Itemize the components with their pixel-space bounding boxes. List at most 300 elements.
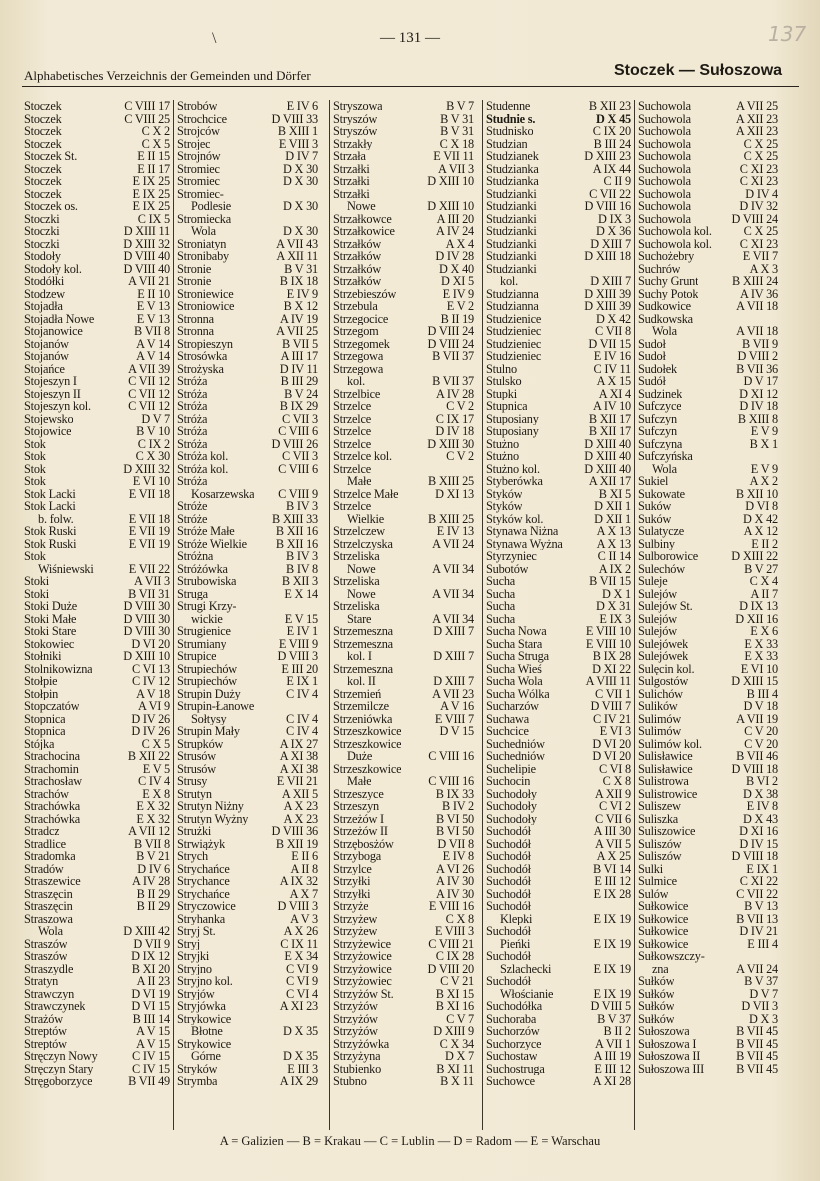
- map-reference: A X 15: [596, 374, 631, 388]
- place-name: Suchodół: [486, 825, 531, 838]
- place-name: Duże: [347, 750, 373, 763]
- place-name: Stoki Duże: [24, 600, 77, 613]
- place-name: Stok: [24, 550, 46, 563]
- map-reference: E X 8: [142, 786, 170, 801]
- place-name: Sufczyn: [638, 412, 677, 425]
- index-entry: [486, 950, 631, 963]
- map-reference: E V 5: [142, 761, 170, 776]
- place-name: Stoczek os.: [24, 200, 78, 213]
- index-entry: [638, 550, 778, 563]
- place-name: Strzałków: [333, 275, 382, 288]
- map-reference: C VIII 9: [278, 486, 318, 501]
- index-entry: [177, 150, 318, 163]
- place-name: Strzemeszna: [333, 625, 393, 638]
- place-name: Stok: [24, 462, 46, 475]
- place-name: Stolnikowizna: [24, 662, 93, 675]
- map-reference: D VIII 18: [731, 849, 778, 863]
- map-reference: B II 2: [603, 1024, 631, 1038]
- index-entry: [486, 200, 631, 213]
- index-entry: [638, 900, 778, 913]
- place-name: Suchowce: [486, 1075, 535, 1088]
- index-entry: [24, 275, 170, 288]
- index-entry: [638, 200, 778, 213]
- index-entry: [638, 825, 778, 838]
- map-reference: A VII 34: [432, 586, 474, 601]
- map-reference: D X 35: [282, 1024, 318, 1038]
- place-name: Strzelce: [333, 437, 371, 450]
- index-entry: [24, 925, 170, 938]
- map-reference: C II 14: [597, 549, 631, 563]
- map-reference: E VI 10: [740, 661, 778, 676]
- index-entry: [333, 700, 474, 713]
- place-name: Straszęcin: [24, 900, 73, 913]
- map-reference: E VII 22: [128, 561, 170, 576]
- index-entry: [24, 975, 170, 988]
- map-reference: A V 18: [136, 686, 170, 701]
- place-name: Sulmice: [638, 875, 677, 888]
- map-reference: E X 32: [136, 799, 170, 813]
- map-reference: B XII 3: [281, 574, 318, 588]
- map-reference: B VI 50: [435, 824, 474, 838]
- map-reference: B XII 16: [275, 536, 318, 551]
- map-reference: B IV 2: [441, 799, 474, 813]
- place-name: Strugienice: [177, 625, 231, 638]
- map-reference: A VII 23: [432, 686, 474, 701]
- index-entry: [486, 725, 631, 738]
- place-name: Stoczki: [24, 212, 60, 225]
- place-name: Suchowola: [638, 112, 691, 125]
- place-name: Sufczyńska: [638, 450, 693, 463]
- index-entry: [177, 588, 318, 601]
- place-name: Strzylce: [333, 862, 372, 875]
- index-entry: [486, 875, 631, 888]
- index-entry: [24, 488, 170, 501]
- map-reference: E IX 25: [132, 199, 170, 213]
- place-name: Sucharzów: [486, 700, 539, 713]
- index-entry: [24, 450, 170, 463]
- place-name: Suków: [638, 512, 672, 525]
- place-name: Suchy Grunt: [638, 275, 699, 288]
- index-entry: [24, 800, 170, 813]
- map-reference: C X 30: [135, 449, 170, 463]
- map-reference: E II 2: [751, 536, 778, 551]
- index-entry: [486, 600, 631, 613]
- index-entry: [638, 250, 778, 263]
- map-reference: D VIII 3: [277, 649, 318, 663]
- place-name: Strumiany: [177, 637, 227, 650]
- map-reference: C VIII 16: [428, 774, 474, 788]
- index-entry: [333, 225, 474, 238]
- map-reference: D X 30: [282, 174, 318, 188]
- index-entry: [333, 650, 474, 663]
- place-name: Strzebula: [333, 300, 378, 313]
- map-reference: C XI 23: [739, 161, 778, 176]
- place-name: Suchodół: [486, 862, 531, 875]
- index-entry: [177, 575, 318, 588]
- map-reference: D X 38: [742, 786, 778, 801]
- index-entry: [486, 125, 631, 138]
- index-entry: [24, 325, 170, 338]
- index-entry: [24, 350, 170, 363]
- index-entry: [486, 275, 631, 288]
- map-reference: D VII 15: [588, 336, 631, 351]
- place-name: Stok: [24, 450, 46, 463]
- index-column-5: [634, 100, 778, 1130]
- place-name: Studzianki: [486, 200, 537, 213]
- map-reference: E IX 3: [599, 611, 631, 626]
- map-reference: A XII 11: [276, 249, 318, 263]
- map-reference: C X 2: [141, 124, 170, 138]
- index-entry: [333, 600, 474, 613]
- place-name: Stoczki: [24, 237, 60, 250]
- place-name: Suchożebry: [638, 250, 695, 263]
- map-reference: D X 35: [282, 1049, 318, 1063]
- map-reference: B XIII 33: [271, 511, 318, 526]
- map-reference: E VII 18: [128, 486, 170, 501]
- index-entry: [24, 425, 170, 438]
- place-name: Sudół: [638, 375, 666, 388]
- place-name: Stróża kol.: [177, 450, 229, 463]
- place-name: Studzianki: [486, 237, 537, 250]
- map-reference: C X 5: [141, 736, 170, 751]
- place-name: Sulejów St.: [638, 600, 693, 613]
- index-entry: [177, 425, 318, 438]
- index-entry: [638, 450, 778, 463]
- place-name: Strojec: [177, 137, 211, 150]
- map-reference: D X 43: [742, 811, 778, 826]
- index-entry: [24, 875, 170, 888]
- index-entry: [177, 375, 318, 388]
- map-reference: C VIII 16: [428, 749, 474, 763]
- place-name: Strzegowa: [333, 362, 384, 375]
- map-reference: D IX 12: [131, 949, 170, 963]
- map-reference: D VIII 24: [731, 211, 778, 226]
- index-columns: [24, 100, 800, 1130]
- map-reference: D X 1: [601, 586, 631, 601]
- map-reference: D VIII 40: [123, 261, 170, 276]
- map-reference: B X 12: [283, 299, 318, 313]
- map-reference: D XI 13: [435, 486, 474, 501]
- place-name: Strzębosżów: [333, 837, 394, 850]
- place-name: Strutyn Wyżny: [177, 812, 249, 825]
- place-name: Wola: [652, 325, 677, 338]
- place-name: Stok Lacki: [24, 500, 76, 513]
- index-entry: [333, 563, 474, 576]
- map-reference: A VII 34: [432, 611, 474, 626]
- map-reference: D VI 20: [592, 736, 631, 751]
- place-name: Studzieniec: [486, 350, 542, 363]
- place-name: Suchoraba: [486, 1012, 537, 1025]
- index-entry: [333, 175, 474, 188]
- place-name: Sulejówek: [638, 637, 689, 650]
- map-reference: A IV 28: [435, 386, 474, 401]
- index-entry: [177, 1050, 318, 1063]
- place-name: Małe: [347, 775, 372, 788]
- place-name: Sułkowice: [638, 900, 689, 913]
- index-entry: [177, 475, 318, 488]
- map-reference: E VIII 3: [278, 136, 318, 151]
- place-name: Stręgoborzyce: [24, 1075, 93, 1088]
- index-entry: [638, 400, 778, 413]
- place-name: Strusów: [177, 762, 216, 775]
- index-entry: [177, 900, 318, 913]
- map-reference: C IV 4: [137, 774, 170, 788]
- map-reference: B IX 33: [435, 786, 474, 801]
- map-reference: C VII 22: [589, 186, 631, 201]
- index-entry: [638, 500, 778, 513]
- index-entry: [333, 875, 474, 888]
- place-name: Stryszowa: [333, 100, 383, 113]
- index-entry: [333, 588, 474, 601]
- place-name: Klepki: [500, 912, 533, 925]
- index-entry: [177, 725, 318, 738]
- map-reference: C X 25: [743, 136, 778, 151]
- map-reference: D XIII 7: [433, 624, 474, 638]
- map-reference: D VIII 30: [123, 624, 170, 638]
- map-reference: E X 32: [136, 811, 170, 826]
- index-entry: [333, 538, 474, 551]
- map-reference: D XI 12: [739, 386, 778, 401]
- map-reference: B XIII 8: [737, 411, 778, 426]
- map-reference: C VI 9: [285, 974, 318, 988]
- index-entry: [24, 100, 170, 113]
- place-name: Strupków: [177, 737, 224, 750]
- place-name: Stronna: [177, 312, 214, 325]
- index-entry: [638, 425, 778, 438]
- place-name: Stojeszyn II: [24, 387, 81, 400]
- place-name: Stojowice: [24, 425, 72, 438]
- place-name: Szlachecki: [500, 962, 552, 975]
- map-reference: D VIII 5: [590, 999, 631, 1013]
- place-name: Stubienko: [333, 1062, 382, 1075]
- place-name: Stulno: [486, 362, 517, 375]
- index-entry: [638, 1063, 778, 1076]
- map-reference: E II 17: [137, 161, 170, 176]
- place-name: Stubno: [333, 1075, 367, 1088]
- index-entry: [177, 775, 318, 788]
- place-name: Stużno: [486, 450, 519, 463]
- index-entry: [486, 400, 631, 413]
- index-entry: [638, 300, 778, 313]
- place-name: Stoczek: [24, 162, 62, 175]
- map-reference: B II 19: [440, 311, 474, 326]
- index-entry: [486, 150, 631, 163]
- place-name: Strzelce Małe: [333, 487, 399, 500]
- map-reference: E III 12: [594, 1061, 631, 1076]
- map-reference: B II 29: [136, 899, 170, 913]
- map-reference: C VII 12: [128, 386, 170, 401]
- map-reference: D XIII 7: [433, 674, 474, 688]
- place-name: Strożyska: [177, 362, 224, 375]
- place-name: Stopnica: [24, 725, 66, 738]
- place-name: Kosarzewska: [191, 487, 255, 500]
- map-reference: E III 12: [594, 874, 631, 888]
- map-reference: D X 31: [595, 599, 631, 613]
- place-name: Strzałków: [333, 250, 382, 263]
- place-name: Sulechów: [638, 562, 685, 575]
- map-reference: D XIII 39: [584, 299, 631, 313]
- map-reference: C X 5: [141, 136, 170, 151]
- place-name: Strzyłki: [333, 887, 371, 900]
- map-reference: D XII 1: [594, 511, 631, 526]
- map-reference: D X 42: [742, 511, 778, 526]
- map-reference: C VII 3: [282, 449, 318, 463]
- index-entry: [638, 438, 778, 451]
- place-name: Strugi Krzy-: [177, 600, 237, 613]
- map-reference: D IV 26: [131, 724, 170, 738]
- place-name: Stróżówka: [177, 562, 228, 575]
- map-reference: D IV 15: [739, 836, 778, 851]
- place-name: Sulejów: [638, 587, 677, 600]
- place-name: Suchy Potok: [638, 287, 699, 300]
- place-name: Suchodół: [486, 900, 531, 913]
- map-reference: B VII 49: [128, 1074, 170, 1088]
- place-name: Sukiel: [638, 475, 669, 488]
- place-name: Strachocina: [24, 750, 80, 763]
- map-reference: B VII 8: [134, 836, 170, 851]
- index-entry: [486, 913, 631, 926]
- map-reference: C VII 3: [282, 411, 318, 426]
- map-reference: C IV 4: [285, 724, 318, 738]
- place-name: Sulejów: [638, 612, 677, 625]
- place-name: Sucha: [486, 612, 516, 625]
- index-entry: [24, 200, 170, 213]
- index-entry: [486, 1050, 631, 1063]
- map-reference: B II 29: [136, 886, 170, 901]
- place-name: Stołpie: [24, 675, 58, 688]
- map-reference: E VII 18: [128, 511, 170, 526]
- map-reference: A IV 28: [131, 874, 170, 888]
- place-name: Sukowate: [638, 487, 685, 500]
- index-entry: [486, 325, 631, 338]
- index-entry: [638, 1050, 778, 1063]
- place-name: Sułkowice: [638, 937, 689, 950]
- index-entry: [177, 225, 318, 238]
- place-name: Strzemeszna: [333, 662, 393, 675]
- index-entry: [24, 775, 170, 788]
- place-name: Strzyboga: [333, 850, 382, 863]
- place-name: Strzyżyna: [333, 1050, 381, 1063]
- place-name: Stroniewice: [177, 287, 234, 300]
- place-name: Stodoły kol.: [24, 262, 82, 275]
- map-reference: A VII 18: [736, 324, 778, 338]
- map-reference: D VIII 2: [737, 349, 778, 363]
- place-name: b. folw.: [38, 512, 74, 525]
- place-name: Strawczynek: [24, 1000, 86, 1013]
- map-reference: D X 42: [595, 311, 631, 326]
- index-entry: [333, 150, 474, 163]
- place-name: Studzieniec: [486, 325, 542, 338]
- map-reference: D IV 6: [137, 861, 170, 876]
- index-entry: [24, 475, 170, 488]
- place-name: Stróża: [177, 375, 208, 388]
- place-name: Suchowola: [638, 137, 691, 150]
- place-name: Studzianki: [486, 212, 537, 225]
- map-reference: C VI 13: [131, 661, 170, 676]
- map-reference: E II 15: [137, 149, 170, 163]
- map-reference: C X 8: [445, 911, 474, 926]
- place-name: Strzyżówka: [333, 1037, 390, 1050]
- map-reference: A IX 29: [279, 1074, 318, 1088]
- place-name: Sulborowice: [638, 550, 698, 563]
- map-reference: E IV 1: [286, 624, 318, 638]
- map-reference: D V 7: [141, 411, 170, 426]
- place-name: Sułków: [638, 987, 675, 1000]
- map-reference: E III 4: [747, 936, 778, 951]
- map-reference: D XIII 7: [433, 649, 474, 663]
- place-name: Strzyżew: [333, 925, 378, 938]
- map-reference: B IX 29: [279, 399, 318, 413]
- place-name: Stynawa Niżna: [486, 525, 559, 538]
- index-entry: [486, 350, 631, 363]
- map-reference: A IV 19: [279, 311, 318, 326]
- index-entry: [177, 100, 318, 113]
- place-name: Strzeszkowice: [333, 737, 402, 750]
- index-entry: [638, 575, 778, 588]
- place-name: Stróża: [177, 400, 208, 413]
- map-reference: A II 7: [750, 586, 778, 601]
- map-reference: A V 14: [136, 336, 170, 351]
- map-reference: D VII 3: [741, 999, 778, 1013]
- map-reference: E V 9: [750, 424, 778, 438]
- place-name: Stojańce: [24, 362, 65, 375]
- place-name: Stryczowice: [177, 900, 236, 913]
- index-entry: [177, 750, 318, 763]
- place-name: Strupin Mały: [177, 725, 240, 738]
- place-name: Stoki: [24, 587, 49, 600]
- place-name: Sulejówek: [638, 650, 689, 663]
- place-name: Studnisko: [486, 125, 534, 138]
- place-name: Stryj St.: [177, 925, 216, 938]
- map-reference: C VII 22: [736, 886, 778, 901]
- map-reference: D X 30: [282, 224, 318, 238]
- map-reference: A XI 38: [279, 749, 318, 763]
- place-name: Stryszów: [333, 112, 378, 125]
- index-entry: [333, 725, 474, 738]
- map-reference: B XII 22: [127, 749, 170, 763]
- place-name: Stodzew: [24, 287, 65, 300]
- index-entry: [177, 275, 318, 288]
- map-reference: B V 21: [136, 849, 170, 863]
- place-name: Strykowice: [177, 1012, 232, 1025]
- map-reference: C V 20: [744, 724, 778, 738]
- index-entry: [486, 550, 631, 563]
- place-name: Sucha Wola: [486, 675, 543, 688]
- place-name: Studzianek: [486, 150, 539, 163]
- place-name: Suchocin: [486, 775, 531, 788]
- place-name: Straszęcin: [24, 887, 73, 900]
- place-name: Streptów: [24, 1025, 67, 1038]
- place-name: Suchowola: [638, 187, 691, 200]
- place-name: Styberówka: [486, 475, 543, 488]
- map-reference: B V 27: [744, 561, 778, 576]
- place-name: Pieńki: [500, 937, 531, 950]
- index-entry: [24, 850, 170, 863]
- place-name: Strutyn Niżny: [177, 800, 244, 813]
- index-entry: [486, 300, 631, 313]
- place-name: Sulisławice: [638, 762, 693, 775]
- map-reference: E VIII 9: [278, 636, 318, 651]
- map-reference: B III 24: [593, 136, 631, 151]
- map-reference: B XIII 24: [731, 274, 778, 288]
- place-name: Straszowa: [24, 912, 73, 925]
- map-reference: D VIII 7: [590, 699, 631, 713]
- index-entry: [638, 625, 778, 638]
- index-entry: [24, 150, 170, 163]
- map-reference: D VI 20: [131, 636, 170, 651]
- place-name: Suchowola: [638, 150, 691, 163]
- place-name: Strwiążyk: [177, 837, 226, 850]
